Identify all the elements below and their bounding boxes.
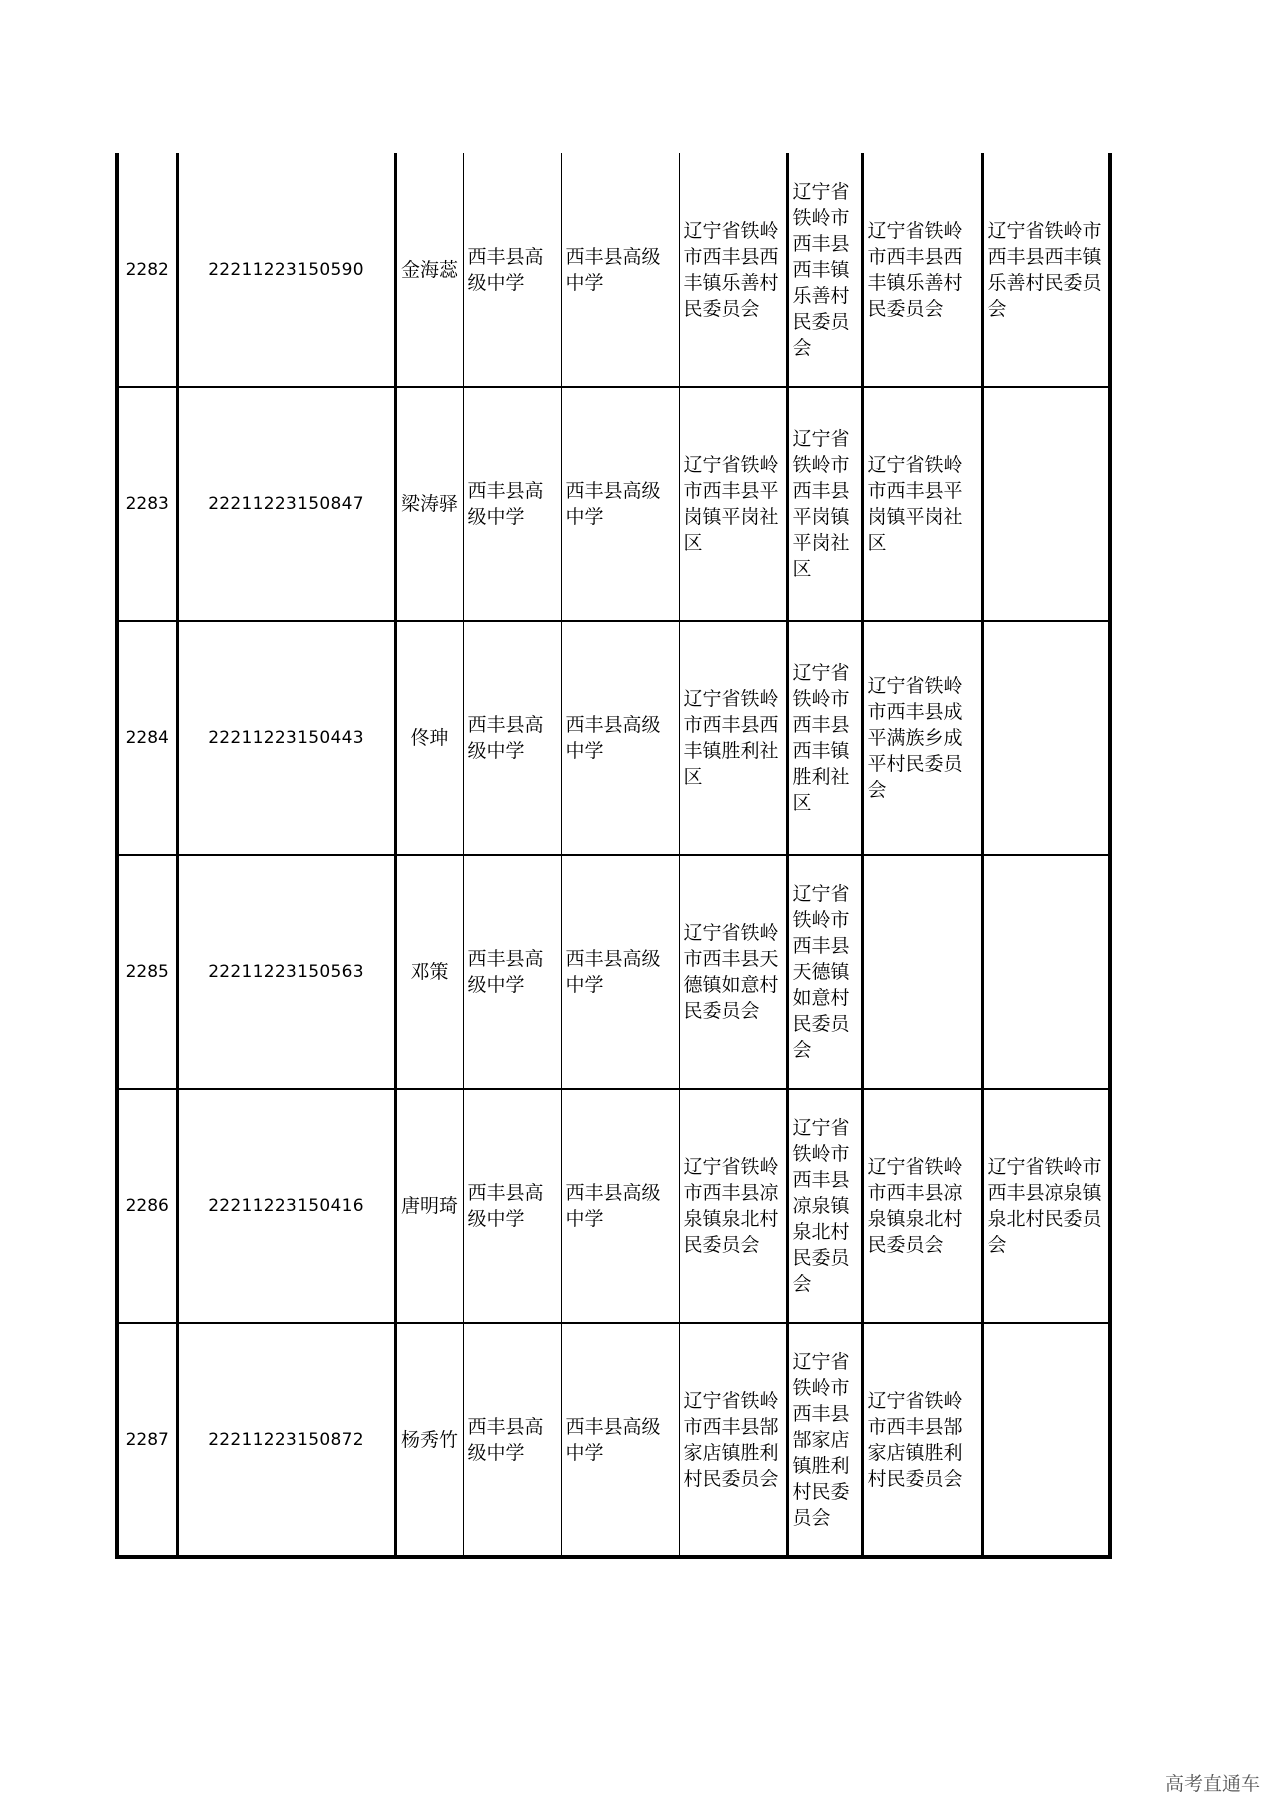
cell-address-2: 辽宁省铁岭市西丰县平岗镇平岗社区 — [787, 387, 862, 621]
cell-address-3: 辽宁省铁岭市西丰县凉泉镇泉北村民委员会 — [862, 1089, 982, 1323]
cell-address-2: 辽宁省铁岭市西丰县西丰镇乐善村民委员会 — [787, 153, 862, 387]
cell-student-name: 金海蕊 — [395, 153, 463, 387]
cell-address-1: 辽宁省铁岭市西丰县郜家店镇胜利村民委员会 — [679, 1323, 787, 1557]
cell-school-name: 西丰县高级中学 — [463, 855, 561, 1089]
cell-row-number: 2284 — [117, 621, 177, 855]
cell-school-name-2: 西丰县高级中学 — [561, 855, 679, 1089]
cell-school-name: 西丰县高级中学 — [463, 387, 561, 621]
cell-address-3: 辽宁省铁岭市西丰县西丰镇乐善村民委员会 — [862, 153, 982, 387]
cell-address-3: 辽宁省铁岭市西丰县成平满族乡成平村民委员会 — [862, 621, 982, 855]
watermark-text: 高考直通车 — [1164, 1773, 1260, 1795]
table-row — [117, 855, 1110, 1089]
cell-address-4 — [982, 387, 1110, 621]
cell-exam-id: 22211223150416 — [177, 1089, 395, 1323]
cell-address-1: 辽宁省铁岭市西丰县西丰镇胜利社区 — [679, 621, 787, 855]
cell-address-4 — [982, 855, 1110, 1089]
cell-school-name: 西丰县高级中学 — [463, 621, 561, 855]
table-row — [117, 621, 1110, 855]
table-row — [117, 1089, 1110, 1323]
cell-address-4: 辽宁省铁岭市西丰县凉泉镇泉北村民委员会 — [982, 1089, 1110, 1323]
table-row — [117, 1323, 1110, 1557]
cell-address-1: 辽宁省铁岭市西丰县凉泉镇泉北村民委员会 — [679, 1089, 787, 1323]
cell-school-name-2: 西丰县高级中学 — [561, 1089, 679, 1323]
cell-exam-id: 22211223150872 — [177, 1323, 395, 1557]
cell-school-name-2: 西丰县高级中学 — [561, 1323, 679, 1557]
cell-address-1: 辽宁省铁岭市西丰县平岗镇平岗社区 — [679, 387, 787, 621]
cell-row-number: 2287 — [117, 1323, 177, 1557]
data-table — [115, 153, 1112, 1559]
cell-school-name: 西丰县高级中学 — [463, 1089, 561, 1323]
cell-address-1: 辽宁省铁岭市西丰县西丰镇乐善村民委员会 — [679, 153, 787, 387]
cell-school-name-2: 西丰县高级中学 — [561, 387, 679, 621]
cell-student-name: 唐明琦 — [395, 1089, 463, 1323]
cell-exam-id: 22211223150443 — [177, 621, 395, 855]
cell-address-1: 辽宁省铁岭市西丰县天德镇如意村民委员会 — [679, 855, 787, 1089]
cell-exam-id: 22211223150590 — [177, 153, 395, 387]
cell-address-3: 辽宁省铁岭市西丰县平岗镇平岗社区 — [862, 387, 982, 621]
cell-student-name: 佟珅 — [395, 621, 463, 855]
cell-school-name-2: 西丰县高级中学 — [561, 153, 679, 387]
cell-school-name: 西丰县高级中学 — [463, 153, 561, 387]
cell-address-3 — [862, 855, 982, 1089]
cell-address-3: 辽宁省铁岭市西丰县郜家店镇胜利村民委员会 — [862, 1323, 982, 1557]
cell-address-4 — [982, 621, 1110, 855]
cell-student-name: 杨秀竹 — [395, 1323, 463, 1557]
cell-student-name: 梁涛驿 — [395, 387, 463, 621]
table-row — [117, 387, 1110, 621]
cell-row-number: 2283 — [117, 387, 177, 621]
cell-address-4 — [982, 1323, 1110, 1557]
cell-address-2: 辽宁省铁岭市西丰县凉泉镇泉北村民委员会 — [787, 1089, 862, 1323]
cell-row-number: 2286 — [117, 1089, 177, 1323]
cell-student-name: 邓策 — [395, 855, 463, 1089]
cell-exam-id: 22211223150563 — [177, 855, 395, 1089]
cell-address-2: 辽宁省铁岭市西丰县西丰镇胜利社区 — [787, 621, 862, 855]
cell-address-2: 辽宁省铁岭市西丰县天德镇如意村民委员会 — [787, 855, 862, 1089]
cell-school-name: 西丰县高级中学 — [463, 1323, 561, 1557]
table-row — [117, 153, 1110, 387]
cell-exam-id: 22211223150847 — [177, 387, 395, 621]
cell-address-4: 辽宁省铁岭市西丰县西丰镇乐善村民委员会 — [982, 153, 1110, 387]
cell-row-number: 2285 — [117, 855, 177, 1089]
cell-row-number: 2282 — [117, 153, 177, 387]
table-body — [117, 153, 1110, 1557]
cell-address-2: 辽宁省铁岭市西丰县郜家店镇胜利村民委员会 — [787, 1323, 862, 1557]
cell-school-name-2: 西丰县高级中学 — [561, 621, 679, 855]
